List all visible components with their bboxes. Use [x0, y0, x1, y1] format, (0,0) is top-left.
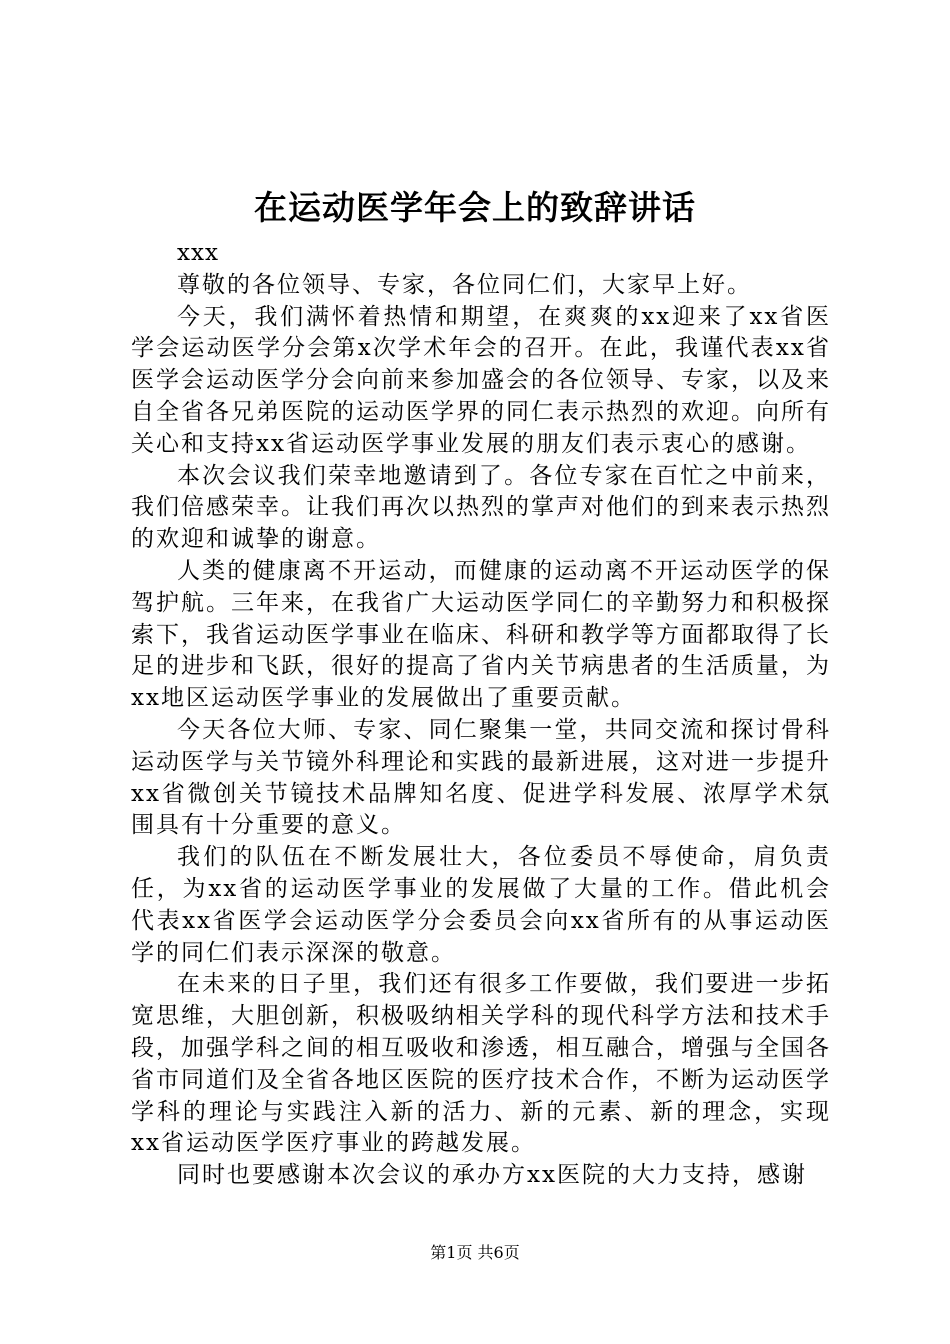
paragraph-future: 在未来的日子里，我们还有很多工作要做，我们要进一步拓宽思维，大胆创新，积极吸纳相关学科的现代科学方法和技术手段，加强学科之间的相互吸收和渗透，相互融合，增强与全国各省市同道们及全省各地区医院的医疗技术合作，不断为运动医学学科的理论与实践注入新的活力、新的元素、新的理念，实现xx省运动医学医疗事业的跨越发展。 — [131, 971, 831, 1157]
document-body — [131, 238, 831, 1192]
paragraph-exchange: 今天各位大师、专家、同仁聚集一堂，共同交流和探讨骨科运动医学与关节镜外科理论和实践的最新进展，这对进一步提升xx省微创关节镜技术品牌知名度、促进学科发展、浓厚学术氛围具有十分重要的意义。 — [131, 716, 831, 839]
author-line: xxx — [177, 240, 219, 266]
page-number-footer: 第1页 共6页 — [430, 1243, 520, 1262]
paragraph-health: 人类的健康离不开运动，而健康的运动离不开运动医学的保驾护航。三年来，在我省广大运动医学同仁的辛勤努力和积极探索下，我省运动医学事业在临床、科研和教学等方面都取得了长足的进步和飞跃，很好的提高了省内关节病患者的生活质量，为xx地区运动医学事业的发展做出了重要贡献。 — [131, 557, 831, 712]
paragraph-team: 我们的队伍在不断发展壮大，各位委员不辱使命，肩负责任，为xx省的运动医学事业的发展做了大量的工作。借此机会代表xx省医学会运动医学分会委员会向xx省所有的从事运动医学的同仁们表示深深的敬意。 — [131, 844, 831, 966]
paragraph-experts: 本次会议我们荣幸地邀请到了。各位专家在百忙之中前来，我们倍感荣幸。让我们再次以热烈的掌声对他们的到来表示热烈的欢迎和诚挚的谢意。 — [131, 462, 831, 553]
document-title: 在运动医学年会上的致辞讲话 — [254, 188, 696, 227]
paragraph-greeting: 尊敬的各位领导、专家，各位同仁们，大家早上好。 — [177, 271, 752, 298]
paragraph-welcome: 今天，我们满怀着热情和期望，在爽爽的xx迎来了xx省医学会运动医学分会第x次学术年会的召开。在此，我谨代表xx省医学会运动医学分会向前来参加盛会的各位领导、专家，以及来自全省各兄弟医院的运动医学界的同仁表示热烈的欢迎。向所有关心和支持xx省运动医学事业发展的朋友们表示衷心的感谢。 — [131, 303, 831, 457]
paragraph-thanks: 同时也要感谢本次会议的承办方xx医院的大力支持，感谢 — [177, 1162, 807, 1189]
